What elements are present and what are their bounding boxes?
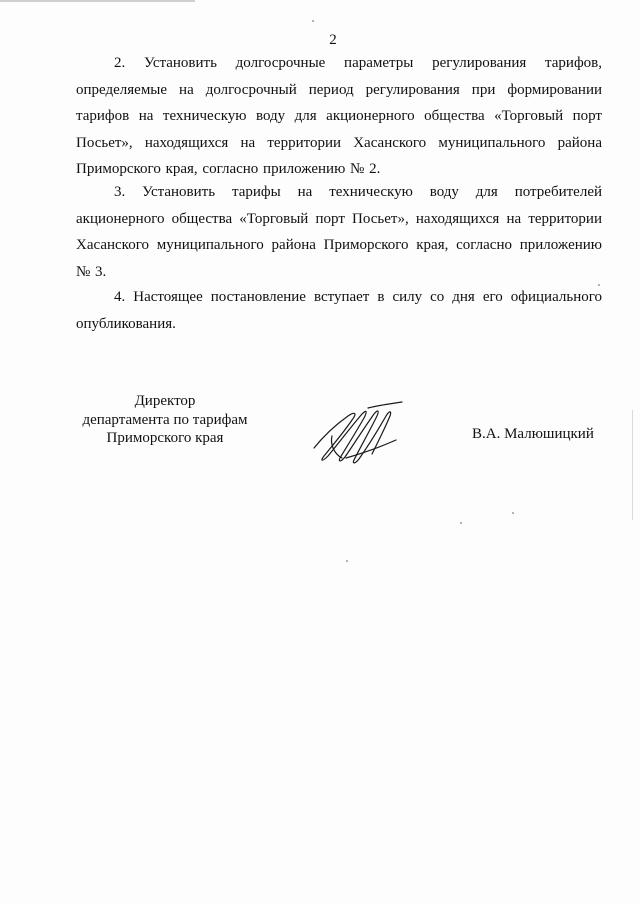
- signatory-position: [70, 392, 260, 448]
- scan-speck: [598, 284, 600, 286]
- scan-edge-mark: [632, 410, 633, 520]
- paragraph-item-2: 2. Установить долгосрочные параметры регулирования тарифов, определяемые на долгосрочный период регулирования при формировании тарифов на техническую воду для акционерного общества «Торговый порт Посьет», находящихся на территории Хасанского муниципального района Приморского края, согласно приложению № 2.: [76, 55, 602, 177]
- position-line: Приморского края: [106, 430, 224, 446]
- position-line: Директор: [134, 393, 196, 409]
- paragraph-item-3: 3. Установить тарифы на техническую воду для потребителей акционерного общества «Торговый порт Посьет», находящихся на территории Хасанского муниципального района Приморского края, согласно приложению № 3.: [76, 184, 602, 280]
- signatory-name: В.А. Малюшицкий: [472, 426, 594, 442]
- position-line: департамента по тарифам: [82, 411, 248, 428]
- scan-speck: [460, 522, 462, 524]
- paragraph-item-4: 4. Настоящее постановление вступает в силу со дня его официального опубликования.: [76, 289, 602, 332]
- scan-speck: [312, 20, 314, 22]
- signature-icon: [308, 398, 408, 468]
- scan-speck: [346, 560, 348, 562]
- page-number: 2: [329, 32, 337, 48]
- scan-edge-mark: [0, 0, 195, 2]
- scan-speck: [512, 512, 514, 514]
